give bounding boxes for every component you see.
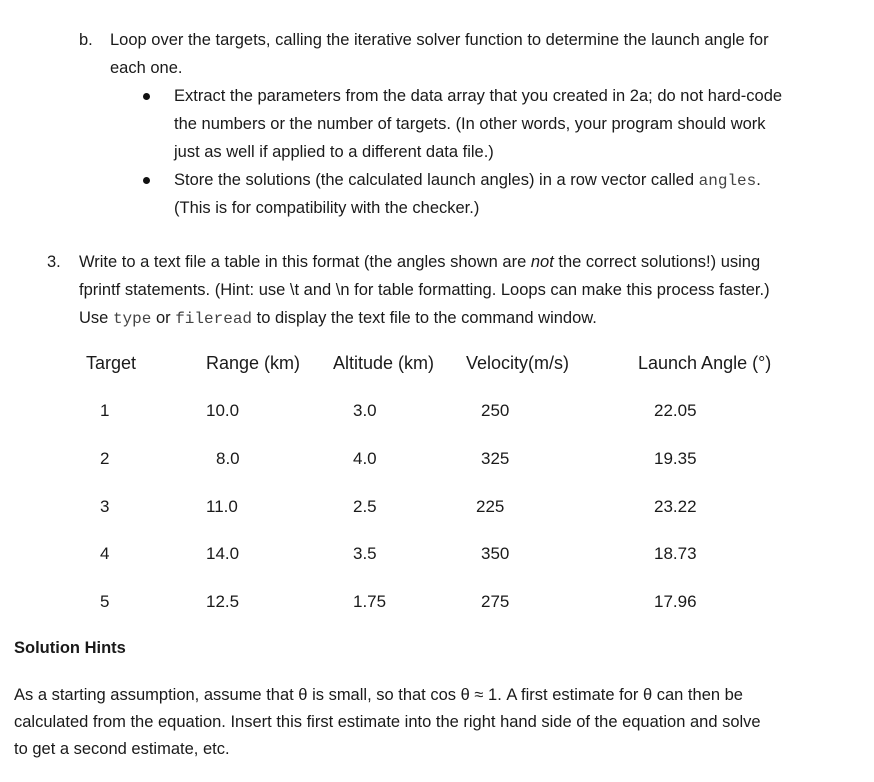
table-cell: 12.5 bbox=[206, 592, 240, 611]
item-b-text-line2: each one. bbox=[110, 59, 183, 77]
table-cell: 250 bbox=[481, 401, 510, 420]
table-cell: 2 bbox=[100, 449, 110, 468]
item-3-line2: fprintf statements. (Hint: use \t and \n for table formatting. Loops can make this process faster.) bbox=[79, 281, 770, 299]
table-header-velocity: Velocity(m/s) bbox=[466, 353, 570, 373]
code-type: type bbox=[112, 310, 152, 328]
item-3-line1: Write to a text file a table in this format (the angles shown are not the correct solutions!) using bbox=[79, 253, 761, 271]
table-cell: 3.0 bbox=[353, 401, 377, 420]
table-cell: 22.05 bbox=[654, 401, 697, 420]
table-cell: 350 bbox=[481, 544, 510, 563]
table-header-range: Range (km) bbox=[206, 353, 301, 373]
item-b-text-line1: Loop over the targets, calling the iterative solver function to determine the launch angle for bbox=[110, 31, 769, 49]
hints-line2: calculated from the equation. Insert this first estimate into the right hand side of the equation and solve bbox=[14, 713, 761, 731]
table-cell: 10.0 bbox=[206, 401, 240, 420]
table-cell: 23.22 bbox=[654, 497, 697, 516]
table-cell: 14.0 bbox=[206, 544, 240, 563]
table-cell: 325 bbox=[481, 449, 510, 468]
hints-line3: to get a second estimate, etc. bbox=[14, 740, 230, 758]
table-cell: 2.5 bbox=[353, 497, 377, 516]
table-cell: 8.0 bbox=[216, 449, 240, 468]
code-fileread: fileread bbox=[175, 310, 253, 328]
code-angles: angles bbox=[698, 172, 757, 190]
table-cell: 1 bbox=[100, 401, 110, 420]
bullet-2-line2: (This is for compatibility with the checker.) bbox=[174, 199, 480, 217]
bullet-1-line1: Extract the parameters from the data array that you created in 2a; do not hard-code bbox=[174, 87, 783, 105]
table-cell: 275 bbox=[481, 592, 510, 611]
item-b-marker: b. bbox=[79, 31, 93, 49]
item-3-marker: 3. bbox=[47, 253, 61, 271]
bullet-1-line2: the numbers or the number of targets. (In other words, your program should work bbox=[174, 115, 766, 133]
table-header-launch-angle: Launch Angle (°) bbox=[638, 353, 772, 373]
hints-title: Solution Hints bbox=[14, 639, 126, 657]
table-cell: 1.75 bbox=[353, 592, 387, 611]
table-cell: 3 bbox=[100, 497, 110, 516]
table-cell: 4 bbox=[100, 544, 110, 563]
table-cell: 19.35 bbox=[654, 449, 697, 468]
table-header-altitude: Altitude (km) bbox=[333, 353, 435, 373]
table-cell: 3.5 bbox=[353, 544, 377, 563]
table-cell: 11.0 bbox=[206, 497, 238, 516]
bullet-dot bbox=[143, 93, 150, 100]
bullet-dot bbox=[143, 177, 150, 184]
table-cell: 17.96 bbox=[654, 592, 697, 611]
table-cell: 4.0 bbox=[353, 449, 377, 468]
hints-line1: As a starting assumption, assume that θ is small, so that cos θ ≈ 1. A first estimate for θ can then be bbox=[14, 686, 743, 704]
item-3-line3: Use type or fileread to display the text file to the command window. bbox=[79, 309, 597, 328]
bullet-1-line3: just as well if applied to a different data file.) bbox=[174, 143, 494, 161]
table-cell: 18.73 bbox=[654, 544, 697, 563]
table-cell: 5 bbox=[100, 592, 110, 611]
table-cell: 225 bbox=[476, 497, 505, 516]
table-header-target: Target bbox=[86, 353, 137, 373]
bullet-2-line1: Store the solutions (the calculated launch angles) in a row vector called angles. bbox=[174, 171, 761, 190]
